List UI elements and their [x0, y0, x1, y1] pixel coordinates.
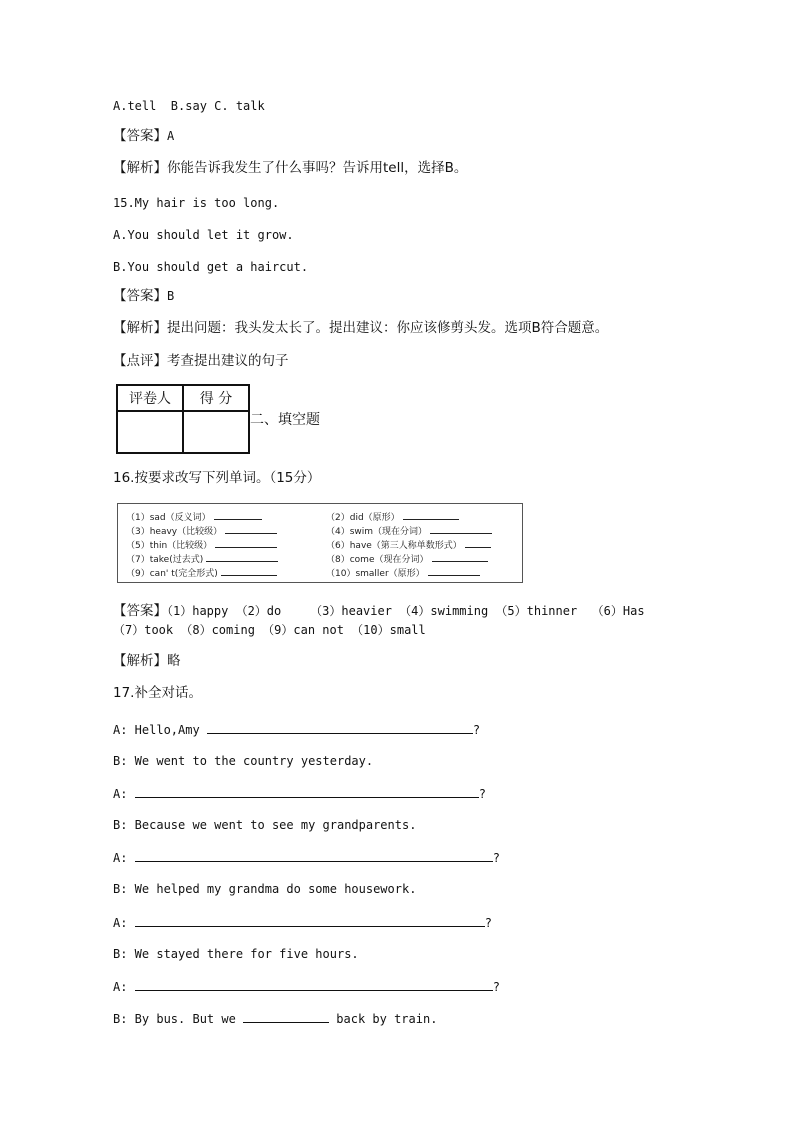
q15-question: 15.My hair is too long. [113, 196, 280, 210]
analysis-text: 你能告诉我发生了什么事吗？告诉用tell，选择B。 [167, 160, 468, 176]
dialogue-line: A: ? [113, 787, 486, 801]
analysis-tag: 【解析】 [113, 653, 167, 669]
exercise-item: （10）smaller（原形） [326, 566, 480, 580]
q15-answer [113, 288, 174, 304]
answer-tag: 【答案】 [113, 603, 167, 619]
exercise-item: （5）thin（比较级） [126, 538, 277, 552]
q15-option-b: B.You should get a haircut. [113, 260, 309, 274]
exercise-item: （2）did（原形） [326, 510, 459, 524]
dialogue-line: A: ? [113, 851, 500, 865]
exercise-item: （8）come（现在分词） [326, 552, 488, 566]
q16-prompt: 16.按要求改写下列单词。（15分） [113, 470, 321, 486]
q16-analysis [113, 653, 181, 669]
answer-value: B [167, 289, 175, 303]
score-cell [183, 411, 249, 453]
answer-blank[interactable] [135, 785, 479, 798]
answer-tag: 【答案】 [113, 288, 167, 304]
q14-answer [113, 128, 174, 144]
dialogue-line: B: We stayed there for five hours. [113, 947, 359, 961]
analysis-tag: 【解析】 [113, 160, 167, 176]
analysis-tag: 【解析】 [113, 320, 167, 336]
dialogue-line: A: ? [113, 980, 500, 994]
section-title: 二、填空题 [250, 412, 320, 428]
answer-tag: 【答案】 [113, 128, 167, 144]
grader-header: 评卷人 [117, 385, 183, 411]
q15-comment [113, 353, 289, 369]
answer-blank[interactable] [207, 721, 473, 734]
dialogue-line: B: Because we went to see my grandparents. [113, 818, 417, 832]
answer-blank[interactable] [135, 849, 493, 862]
exercise-item: （3）heavy（比较级） [126, 524, 277, 538]
q14-options: A.tell B.say C. talk [113, 99, 265, 113]
dialogue-line: B: By bus. But we back by train. [113, 1012, 438, 1026]
q16-answer-line1 [113, 603, 645, 619]
q17-prompt: 17.补全对话。 [113, 685, 202, 701]
dialogue-line: B: We helped my grandma do some housework. [113, 882, 417, 896]
comment-text: 考查提出建议的句子 [167, 353, 289, 369]
answer-blank[interactable] [243, 1010, 329, 1023]
q15-option-a: A.You should let it grow. [113, 228, 294, 242]
dialogue-line: B: We went to the country yesterday. [113, 754, 374, 768]
q14-analysis [113, 160, 467, 176]
exercise-item: （1）sad（反义词） [126, 510, 262, 524]
dialogue-line: A: Hello,Amy ? [113, 723, 481, 737]
answer-blank[interactable] [135, 978, 493, 991]
answer-value: A [167, 129, 175, 143]
exercise-item: （9）can' t(完全形式) [126, 566, 277, 580]
exercise-box [117, 503, 523, 583]
score-table [116, 384, 250, 454]
q16-answer-line2: （7）took （8）coming （9）can not （10）small [113, 623, 426, 637]
grader-cell [117, 411, 183, 453]
score-header: 得 分 [183, 385, 249, 411]
analysis-text: 略 [167, 653, 181, 669]
answer-blank[interactable] [135, 914, 485, 927]
answer-text: （1）happy （2）do （3）heavier （4）swimming （5）thinner （6）Has [167, 604, 645, 618]
dialogue-line: A: ? [113, 916, 492, 930]
analysis-text: 提出问题：我头发太长了。提出建议：你应该修剪头发。选项B符合题意。 [167, 320, 609, 336]
comment-tag: 【点评】 [113, 353, 167, 369]
exercise-item: （6）have（第三人称单数形式） [326, 538, 491, 552]
exercise-item: （4）swim（现在分词） [326, 524, 492, 538]
q15-analysis [113, 320, 608, 336]
exercise-item: （7）take(过去式) [126, 552, 278, 566]
